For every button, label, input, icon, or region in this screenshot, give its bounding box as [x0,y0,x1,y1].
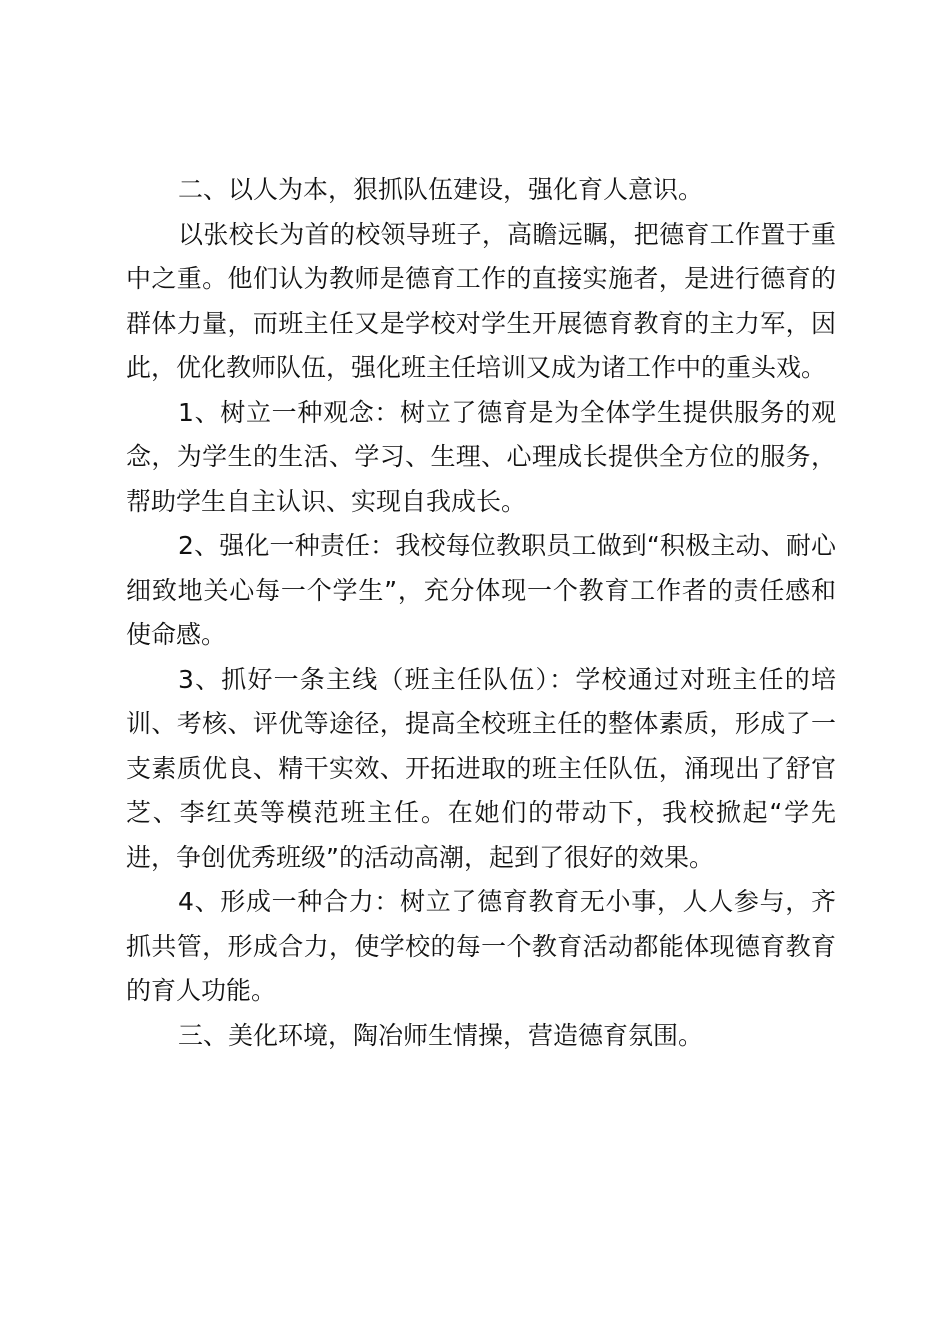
paragraph-item-2: 2、强化一种责任：我校每位教职员工做到“积极主动、耐心细致地关心每一个学生”，充分体现一个教育工作者的责任感和使命感。 [126,531,836,649]
document-body [126,168,836,1058]
section-heading-2: 二、以人为本，狠抓队伍建设，强化育人意识。 [178,175,704,204]
paragraph-item-4: 4、形成一种合力：树立了德育教育无小事，人人参与，齐抓共管，形成合力，使学校的每一个教育活动都能体现德育教育的育人功能。 [126,887,836,1005]
paragraph-item-3: 3、抓好一条主线（班主任队伍）：学校通过对班主任的培训、考核、评优等途径，提高全校班主任的整体素质，形成了一支素质优良、精干实效、开拓进取的班主任队伍，涌现出了舒官芝、李红英等模范班主任。在她们的带动下，我校掀起“学先进，争创优秀班级”的活动高潮，起到了很好的效果。 [126,664,836,872]
section-heading-3: 三、美化环境，陶冶师生情操，营造德育氛围。 [178,1020,704,1050]
paragraph-leadership: 以张校长为首的校领导班子，高瞻远瞩，把德育工作置于重中之重。他们认为教师是德育工作的直接实施者，是进行德育的群体力量，而班主任又是学校对学生开展德育教育的主力军，因此，优化教师队伍，强化班主任培训又成为诸工作中的重头戏。 [126,219,836,382]
paragraph-item-1: 1、树立一种观念：树立了德育是为全体学生提供服务的观念，为学生的生活、学习、生理、心理成长提供全方位的服务，帮助学生自主认识、实现自我成长。 [126,397,836,516]
